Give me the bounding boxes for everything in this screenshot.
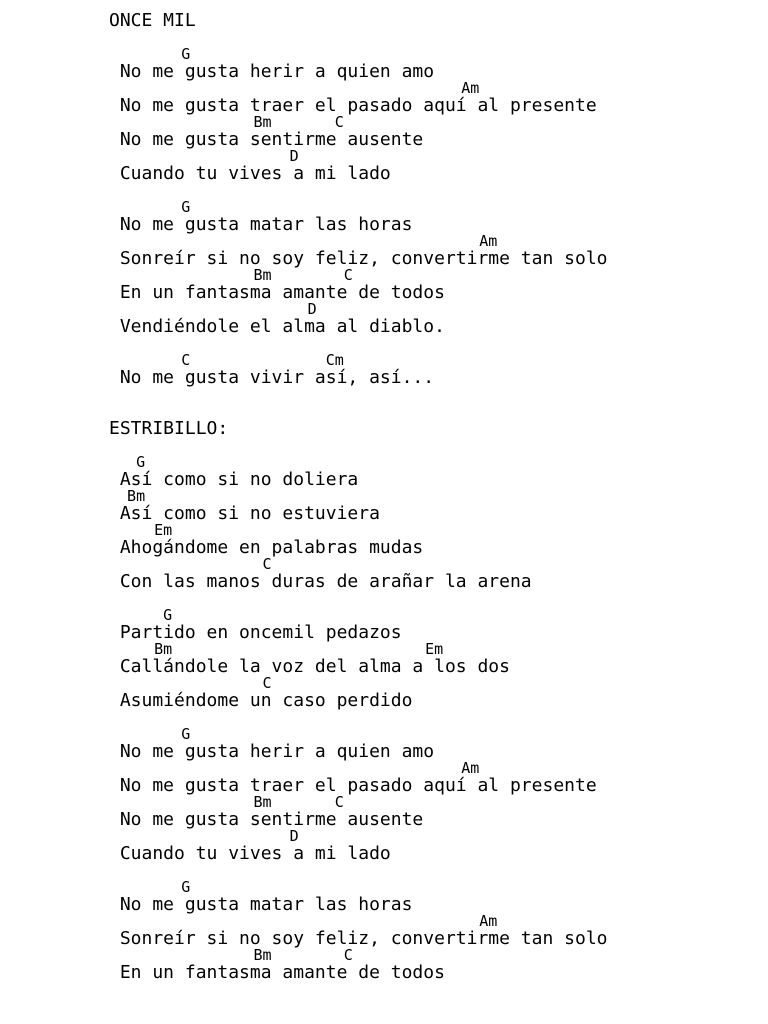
lyric-line: Partido en oncemil pedazos [109, 622, 402, 643]
chord-line: Bm [109, 487, 146, 505]
blank-line [109, 862, 759, 879]
chord-line: Bm C [109, 266, 353, 284]
song-title: ONCE MIL [109, 10, 196, 31]
chord-line: Am [109, 79, 480, 97]
chord-line: Bm C [109, 793, 344, 811]
song-sheet [109, 12, 759, 981]
lyric-line: Con las manos duras de arañar la arena [109, 571, 532, 592]
lyric-line: En un fantasma amante de todos [109, 962, 445, 983]
lyric-line: Así como si no estuviera [109, 503, 380, 524]
chord-line: Am [109, 232, 498, 250]
chord-line: Am [109, 912, 498, 930]
chord-line: D [109, 300, 317, 318]
chord-line: Em [109, 521, 173, 539]
blank-line [109, 709, 759, 726]
chord-line: D [109, 827, 299, 845]
chord-line: Bm Em [109, 640, 444, 658]
blank-line [109, 182, 759, 199]
lyric-line: Cuando tu vives a mi lado [109, 163, 391, 184]
blank-line [109, 590, 759, 607]
lyric-line: No me gusta herir a quien amo [109, 741, 435, 762]
chord-line: G [109, 606, 173, 624]
lyric-line: En un fantasma amante de todos [109, 282, 445, 303]
lyric-line: Sonreír si no soy feliz, convertirme tan solo [109, 248, 608, 269]
chord-line: Am [109, 759, 480, 777]
chord-line: G [109, 725, 191, 743]
chord-line: G [109, 878, 191, 896]
lyric-line: No me gusta herir a quien amo [109, 61, 435, 82]
chord-line: G [109, 45, 191, 63]
lyric-line: No me gusta traer el pasado aquí al presente [109, 95, 597, 116]
chord-line: G [109, 453, 146, 471]
blank-line [109, 386, 759, 403]
lyric-line: No me gusta matar las horas [109, 894, 413, 915]
lyric-line: No me gusta matar las horas [109, 214, 413, 235]
lyric-line: Asumiéndome un caso perdido [109, 690, 413, 711]
lyric-line: No me gusta sentirme ausente [109, 809, 424, 830]
chord-line: C [109, 674, 272, 692]
chord-line: C Cm [109, 351, 344, 369]
lyric-line: Vendiéndole el alma al diablo. [109, 316, 445, 337]
lyric-line: Así como si no doliera [109, 469, 359, 490]
lyric-line: No me gusta traer el pasado aquí al presente [109, 775, 597, 796]
chord-line: Bm C [109, 946, 353, 964]
lyric-line: Sonreír si no soy feliz, convertirme tan solo [109, 928, 608, 949]
chord-line: Bm C [109, 113, 344, 131]
lyric-line: Callándole la voz del alma a los dos [109, 656, 510, 677]
chord-line: D [109, 147, 299, 165]
chord-line: G [109, 198, 191, 216]
blank-line [109, 437, 759, 454]
lyric-line: Ahogándome en palabras mudas [109, 537, 424, 558]
lyric-line: No me gusta vivir así, así... [109, 367, 435, 388]
lyric-line: Cuando tu vives a mi lado [109, 843, 391, 864]
lyric-line: No me gusta sentirme ausente [109, 129, 424, 150]
section-heading: ESTRIBILLO: [109, 418, 229, 439]
blank-line [109, 335, 759, 352]
blank-line [109, 29, 759, 46]
chord-line: C [109, 555, 272, 573]
